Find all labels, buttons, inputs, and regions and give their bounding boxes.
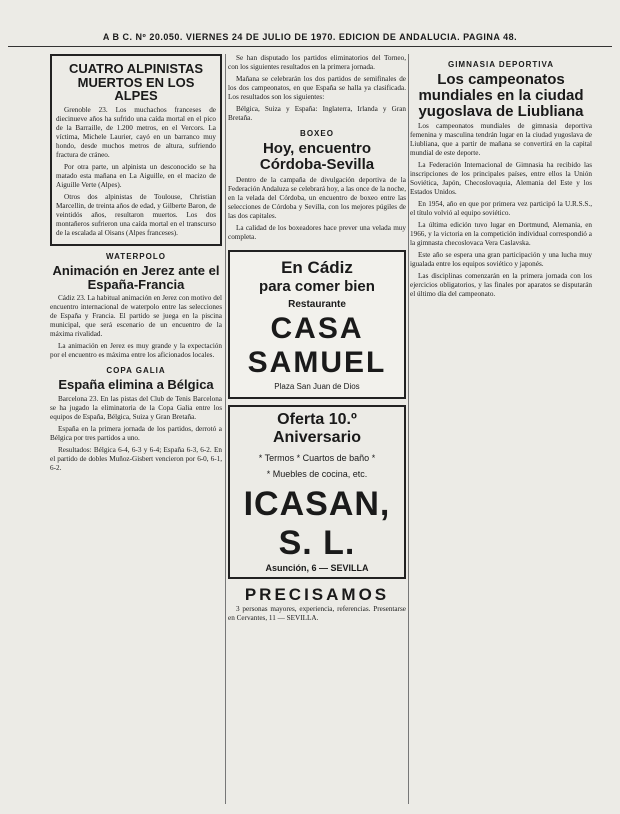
gymnastics-paragraph: Los campeonatos mundiales de gimnasia deportiva femenina y masculina tendrán lugar en la ciudad yugoslava de Liubliana, que a partir de mañana se convertirá en la capital mundial de este deporte. (410, 122, 592, 158)
page-header: A B C. Nº 20.050. VIERNES 24 DE JULIO DE 1970. EDICION DE ANDALUCIA. PAGINA 48. (8, 32, 612, 47)
precisamos-text: 3 personas mayores, experiencia, referencias. Presentarse en Cervantes, 11 — SEVILLA. (228, 604, 406, 622)
restaurant-address: Plaza San Juan de Dios (274, 381, 360, 391)
casa-samuel-ad (228, 250, 406, 399)
restaurant-name: CASA SAMUEL (247, 311, 387, 379)
ad-tagline: para comer bien (259, 277, 375, 295)
column-right (410, 54, 592, 804)
column-middle (228, 54, 406, 804)
waterpolo-paragraph: Cádiz 23. La habitual animación en Jerez con motivo del encuentro internacional de waterpolo entre las selecciones de España y Francia. El partido se juega en la piscina municipal, que será escenario de un encuentro de la máxima rivalidad. (50, 294, 222, 339)
alpinists-paragraph: Por otra parte, un alpinista un desconocido se ha matado esta mañana en La Aiguille, en el macizo de Aiguille Verte (Alpes). (56, 162, 216, 189)
waterpolo-headline: Animación en Jerez ante el España-Francia (52, 262, 220, 292)
column-rule (408, 54, 409, 804)
gymnastics-paragraph: Las disciplinas comenzarán en la primera jornada con los ejercicios obligatorios, y las finales por aparatos se disputarán el último día del campeonato. (410, 272, 592, 299)
offer-items: * Muebles de cocina, etc. (266, 468, 368, 479)
anniversary-offer: Oferta 10.º Aniversario (272, 410, 362, 446)
ad-city: En Cádiz (281, 257, 353, 277)
gymnastics-paragraph: La Federación Internacional de Gimnasia ha recibido las inscripciones de los principales países, entre ellos la Unión Soviética, Japón, Checoslovaquia, Alemania del Este y los Estados Unidos. (410, 161, 592, 197)
waterpolo-kicker: WATERPOLO (106, 251, 166, 261)
gymnastics-paragraph: Este año se espera una gran participación y una lucha muy igualada entre los equipos soviético y japonés. (410, 251, 592, 269)
boxing-paragraph: La calidad de los boxeadores hace prever una velada muy completa. (228, 223, 406, 241)
waterpolo-paragraph: La animación en Jerez es muy grande y la expectación por el encuentro es máxima entre los aficionados locales. (50, 342, 222, 360)
tennis-paragraph: Bélgica, Suiza y España: Inglaterra, Irlanda y Gran Bretaña. (228, 105, 406, 122)
offer-items: * Termos * Cuartos de baño * (258, 452, 376, 463)
icasan-ad (228, 405, 406, 579)
company-name: ICASAN, S. L. (243, 484, 391, 562)
copa-galia-headline: España elimina a Bélgica (58, 377, 214, 393)
precisamos-ad (228, 585, 406, 623)
tennis-paragraph: Se han disputado los partidos eliminatorios del Torneo, con los siguientes resultados en la primera jornada. (228, 54, 406, 71)
company-address: Asunción, 6 — SEVILLA (265, 562, 369, 573)
boxing-paragraph: Dentro de la campaña de divulgación deportiva de la Federación Andaluza se celebrará hoy, a las once de la noche, en la velada del Córdoba, un encuentro de boxeo entre las selecciones de Córdoba y Sevilla, con los mejores púgiles de las dos capitales. (228, 175, 406, 220)
gymnastics-paragraph: En 1954, año en que por primera vez participó la U.R.S.S., el título volvió al equipo soviético. (410, 200, 592, 218)
alpinists-paragraph: Grenoble 23. Los muchachos franceses de diecinueve años ha sufrido una caída mortal en el pico de la Barraille, de 1.200 metros, en el Vercors. La víctima, Michele Laurier, cayó en un barranco muy hondo, desde muchos metros de altura, sufriendo fractura de cráneo. (56, 105, 216, 159)
ad-label: Restaurante (288, 298, 346, 310)
precisamos-title: PRECISAMOS (244, 584, 390, 604)
column-rule (225, 54, 226, 804)
copa-galia-paragraph: Resultados: Bélgica 6-4, 6-3 y 6-4; España 6-3, 6-2. En el partido de dobles Muñoz-Gisbert vencieron por 6-0, 6-1, 6-2. (50, 445, 222, 472)
copa-galia-paragraph: Barcelona 23. En las pistas del Club de Tenis Barcelona se ha jugado la eliminatoria de la Copa Galia entre los equipos de España, Bélgica, Suiza y Gran Bretaña. (50, 394, 222, 421)
tennis-paragraph: Mañana se celebrarán los dos partidos de semifinales de los dos campeonatos, en que España se halla ya clasificada. Los resultados son los siguientes: (228, 75, 406, 101)
gymnastics-headline: Los campeonatos mundiales en la ciudad yugoslava de Liubliana (418, 71, 584, 120)
gymnastics-kicker: GIMNASIA DEPORTIVA (447, 60, 554, 69)
alpinists-paragraph: Otros dos alpinistas de Toulouse, Christian Marcellin, de treinta años de edad, y Gilberte Baron, de veintidós años, resultaron muertos. Los dos montañeros sufrieron una caída mortal en el transcurso de la escalada al Oisans (Alpes franceses). (56, 192, 216, 237)
column-left (50, 54, 222, 804)
boxing-kicker: BOXEO (300, 129, 334, 138)
boxing-headline: Hoy, encuentro Córdoba-Sevilla (259, 140, 375, 173)
alpinists-headline: CUATRO ALPINISTAS MUERTOS EN LOS ALPES (68, 61, 204, 104)
copa-galia-kicker: COPA GALIA (106, 366, 166, 376)
gymnastics-paragraph: La última edición tuvo lugar en Dortmund, Alemania, en 1966, y la victoria en la competición individual correspondió a la gimnasta checoslovaca Vera Caslavska. (410, 221, 592, 248)
copa-galia-paragraph: España en la primera jornada de los partidos, derrotó a Bélgica por tres partidos a uno. (50, 424, 222, 442)
alpinists-article (50, 54, 222, 246)
